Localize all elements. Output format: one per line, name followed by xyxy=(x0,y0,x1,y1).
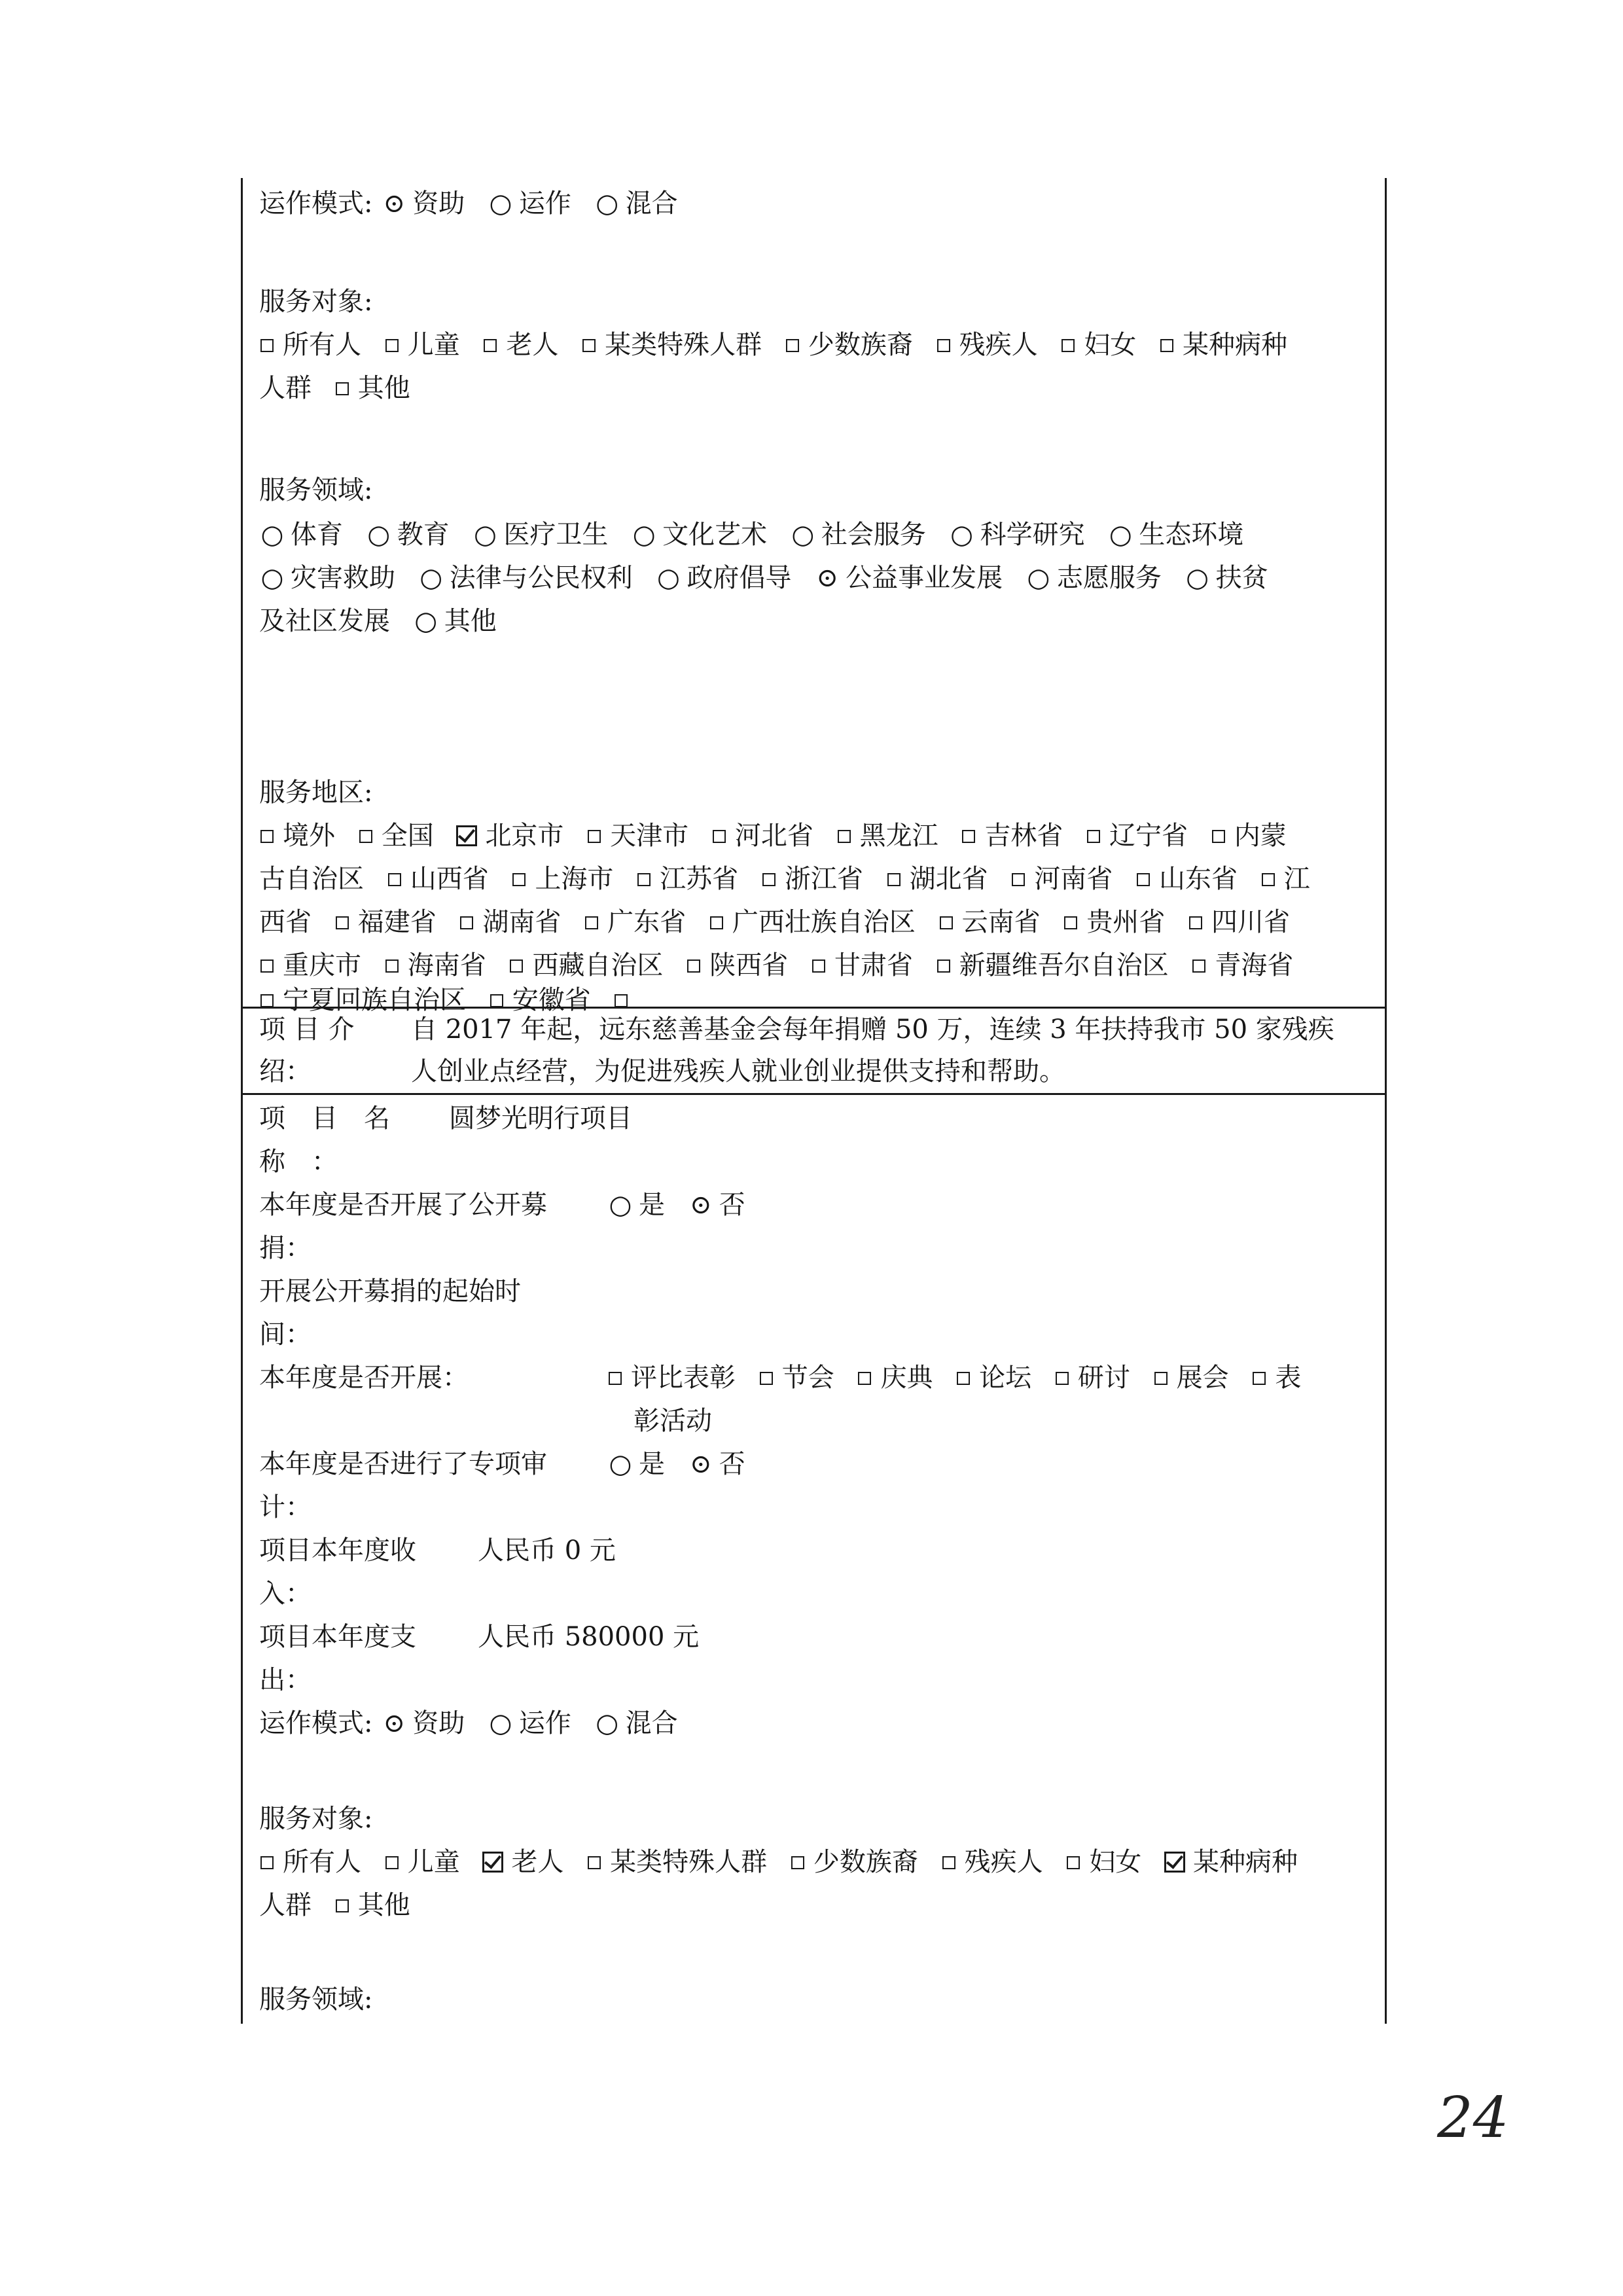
radio-selected[interactable]: ⊙ xyxy=(816,563,838,593)
checkbox[interactable] xyxy=(585,916,598,929)
service-area-line4: 重庆市 海南省 西藏自治区 陕西省 甘肃省 新疆维吾尔自治区 青海省 xyxy=(259,944,1308,987)
checkbox[interactable] xyxy=(385,1856,399,1869)
checkbox[interactable] xyxy=(1067,1856,1080,1869)
service-field-line3: 及社区发展 ○ 其他 xyxy=(259,600,511,643)
checkbox[interactable] xyxy=(1061,339,1075,352)
checkbox-checked[interactable] xyxy=(482,1852,503,1873)
checkbox[interactable] xyxy=(460,916,473,929)
checkbox[interactable] xyxy=(858,1372,871,1385)
checkbox[interactable] xyxy=(1262,873,1275,886)
radio[interactable]: ○ xyxy=(260,563,284,593)
intro-label-top: 项 目 介 xyxy=(259,1014,355,1045)
service-area-line3: 西省 福建省 湖南省 广东省 广西壮族自治区 云南省 贵州省 四川省 xyxy=(259,907,1291,937)
op-mode-mixed-radio[interactable]: ○ xyxy=(596,188,619,219)
radio[interactable]: ○ xyxy=(260,520,284,550)
checkbox[interactable] xyxy=(957,1372,970,1385)
checkbox[interactable] xyxy=(962,830,975,843)
radio[interactable]: ○ xyxy=(1186,563,1209,593)
expense-label-bottom: 出： xyxy=(259,1665,312,1695)
project-name-value: 圆梦光明行项目 xyxy=(449,1103,632,1134)
checkbox[interactable] xyxy=(385,960,399,973)
checkbox[interactable] xyxy=(812,960,825,973)
op-mode-label: 运作模式: xyxy=(259,188,373,219)
op-mode-operate-radio[interactable]: ○ xyxy=(489,188,512,219)
checkbox[interactable] xyxy=(791,1856,804,1869)
service-field-line1: ○ 体育 ○ 教育 ○ 医疗卫生 ○ 文化艺术 ○ 社会服务 ○ 科学研究 ○ 生态环境 xyxy=(259,513,1258,556)
service-target-line2-2: 人群 其他 xyxy=(259,1890,410,1920)
radio[interactable]: ○ xyxy=(950,520,974,550)
op-mode-grant-radio[interactable]: ⊙ xyxy=(383,188,405,219)
expense-label-top: 项目本年度支 xyxy=(259,1622,416,1652)
checkbox[interactable] xyxy=(1064,916,1077,929)
row-divider-intro-bottom xyxy=(241,1093,1387,1095)
audit-label-bottom: 计： xyxy=(259,1492,312,1522)
activities-line1: 评比表彰 节会 庆典 论坛 研讨 展会 表 xyxy=(607,1356,1315,1399)
table-right-border xyxy=(1385,178,1387,2024)
project-name-label-top: 项 目 名 xyxy=(259,1103,390,1134)
checkbox[interactable] xyxy=(484,339,497,352)
checkbox[interactable] xyxy=(838,830,851,843)
public-fund-label-bottom: 捐： xyxy=(259,1233,312,1263)
checkbox[interactable] xyxy=(582,339,596,352)
service-field-line2: ○ 灾害救助 ○ 法律与公民权利 ○ 政府倡导 ⊙ 公益事业发展 ○ 志愿服务 ○ 扶贫 xyxy=(259,556,1283,600)
op-mode-grant-radio-2[interactable]: ⊙ xyxy=(383,1708,405,1738)
service-target-line1-2: 所有人 儿童 老人 某类特殊人群 少数族裔 残疾人 妇女 某种病种 xyxy=(259,1840,1312,1884)
checkbox[interactable] xyxy=(260,1856,274,1869)
checkbox[interactable] xyxy=(510,960,523,973)
checkbox[interactable] xyxy=(609,1372,622,1385)
audit-options: ○ 是 ⊙ 否 xyxy=(607,1443,760,1486)
checkbox[interactable] xyxy=(937,960,950,973)
service-field-label: 服务领域: xyxy=(259,475,373,505)
checkbox[interactable] xyxy=(260,339,274,352)
radio[interactable]: ○ xyxy=(656,563,680,593)
expense-value: 人民币 580000 元 xyxy=(478,1622,700,1652)
audit-no-radio[interactable]: ⊙ xyxy=(689,1449,712,1479)
radio[interactable]: ○ xyxy=(791,520,815,550)
service-area-label: 服务地区: xyxy=(259,778,373,808)
checkbox[interactable] xyxy=(1192,960,1205,973)
checkbox[interactable] xyxy=(1189,916,1202,929)
checkbox-checked[interactable] xyxy=(1164,1852,1185,1873)
table-left-border xyxy=(241,178,243,2024)
checkbox[interactable] xyxy=(385,339,399,352)
checkbox[interactable] xyxy=(615,994,628,1007)
op-mode-operate-radio-2[interactable]: ○ xyxy=(489,1708,512,1738)
income-label-top: 项目本年度收 xyxy=(259,1535,416,1566)
op-mode-label-2: 运作模式: xyxy=(259,1708,373,1738)
radio[interactable]: ○ xyxy=(1027,563,1050,593)
audit-label-top: 本年度是否进行了专项审 xyxy=(259,1449,547,1479)
activities-label: 本年度是否开展： xyxy=(259,1363,469,1393)
intro-text-top: 自 2017 年起，远东慈善基金会每年捐赠 50 万，连续 3 年扶持我市 50 家残疾 xyxy=(411,1014,1334,1045)
checkbox[interactable] xyxy=(260,960,274,973)
checkbox[interactable] xyxy=(940,916,953,929)
checkbox[interactable] xyxy=(762,873,776,886)
checkbox[interactable] xyxy=(588,830,601,843)
op-mode-row-2: 运作模式: ⊙ 资助 ○ 运作 ○ 混合 xyxy=(259,1702,692,1745)
fund-start-label-top: 开展公开募捐的起始时 xyxy=(259,1276,521,1306)
checkbox[interactable] xyxy=(887,873,901,886)
checkbox[interactable] xyxy=(336,382,349,395)
income-value: 人民币 0 元 xyxy=(478,1535,616,1566)
checkbox[interactable] xyxy=(1160,339,1173,352)
public-fund-label-top: 本年度是否开展了公开募 xyxy=(259,1190,547,1220)
checkbox[interactable] xyxy=(1212,830,1225,843)
op-mode-row: 运作模式: ⊙ 资助 ○ 运作 ○ 混合 xyxy=(259,182,692,225)
op-mode-mixed-radio-2[interactable]: ○ xyxy=(596,1708,619,1738)
checkbox[interactable] xyxy=(937,339,950,352)
checkbox[interactable] xyxy=(588,1856,601,1869)
income-label-bottom: 入： xyxy=(259,1579,312,1609)
checkbox[interactable] xyxy=(336,916,349,929)
checkbox[interactable] xyxy=(260,830,274,843)
radio[interactable]: ○ xyxy=(1109,520,1132,550)
checkbox[interactable] xyxy=(710,916,723,929)
checkbox[interactable] xyxy=(713,830,726,843)
service-target-label-2: 服务对象: xyxy=(259,1804,373,1834)
checkbox[interactable] xyxy=(942,1856,955,1869)
radio[interactable]: ○ xyxy=(367,520,391,550)
checkbox[interactable] xyxy=(336,1899,349,1912)
audit-yes-radio[interactable]: ○ xyxy=(609,1449,632,1479)
service-target-line2: 人群 其他 xyxy=(259,373,410,403)
project-name-label-bottom: 称 ： xyxy=(259,1147,338,1177)
checkbox[interactable] xyxy=(260,994,274,1007)
checkbox[interactable] xyxy=(760,1372,773,1385)
checkbox[interactable] xyxy=(1056,1372,1069,1385)
service-target-line1: 所有人 儿童 老人 某类特殊人群 少数族裔 残疾人 妇女 某种病种 xyxy=(259,323,1302,367)
radio[interactable]: ○ xyxy=(632,520,656,550)
activities-line2: 彰活动 xyxy=(633,1406,712,1436)
service-target-label: 服务对象: xyxy=(259,287,373,317)
checkbox[interactable] xyxy=(637,873,651,886)
radio[interactable]: ○ xyxy=(419,563,443,593)
fund-start-label-bottom: 间： xyxy=(259,1319,312,1350)
intro-label-bottom: 绍： xyxy=(259,1056,312,1086)
checkbox[interactable] xyxy=(687,960,700,973)
page-number: 24 xyxy=(1437,2085,1509,2151)
checkbox[interactable] xyxy=(512,873,526,886)
checkbox[interactable] xyxy=(359,830,372,843)
radio[interactable]: ○ xyxy=(414,606,438,636)
checkbox-checked[interactable] xyxy=(456,825,477,846)
checkbox[interactable] xyxy=(1253,1372,1266,1385)
checkbox[interactable] xyxy=(786,339,799,352)
checkbox[interactable] xyxy=(388,873,401,886)
service-area-line1: 境外 全国 北京市 天津市 河北省 黑龙江 吉林省 辽宁省 内蒙 xyxy=(259,814,1301,857)
service-field-label-2: 服务领域: xyxy=(259,1984,373,2015)
radio[interactable]: ○ xyxy=(473,520,497,550)
public-fund-no-radio[interactable]: ⊙ xyxy=(689,1190,712,1220)
public-fund-options: ○ 是 ⊙ 否 xyxy=(607,1183,760,1227)
checkbox[interactable] xyxy=(490,994,503,1007)
checkbox[interactable] xyxy=(1087,830,1100,843)
checkbox[interactable] xyxy=(1137,873,1150,886)
service-area-line5: 宁夏回族自治区 安徽省 xyxy=(259,986,651,1014)
checkbox[interactable] xyxy=(1012,873,1025,886)
intro-text-bottom: 人创业点经营，为促进残疾人就业创业提供支持和帮助。 xyxy=(411,1056,1065,1086)
checkbox[interactable] xyxy=(1154,1372,1168,1385)
public-fund-yes-radio[interactable]: ○ xyxy=(609,1190,632,1220)
service-area-line2: 古自治区 山西省 上海市 江苏省 浙江省 湖北省 河南省 山东省 江 xyxy=(259,864,1310,894)
